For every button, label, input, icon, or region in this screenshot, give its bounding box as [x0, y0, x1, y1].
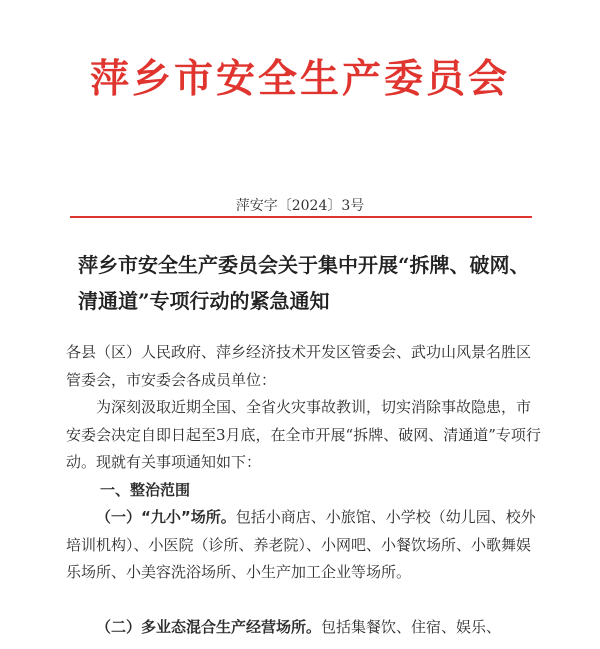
item-mixed-business-venues: [66, 614, 544, 642]
item-text: 包括小商店、小旅馆、小学校（幼儿园、校外培训机构）、小医院（诊所、养老院）、小网吧、小餐饮场所、小歌舞娱乐场所、小美容洗浴场所、小生产加工企业等场所。: [66, 508, 536, 581]
item-text: 包括集餐饮、住宿、娱乐、: [321, 618, 502, 636]
masthead-title: 萍乡市安全生产委员会: [89, 57, 510, 102]
item-heading: （二）多业态混合生产经营场所。: [96, 618, 322, 636]
red-divider-line: [70, 216, 532, 218]
item-heading: （一）“九小”场所。: [96, 508, 236, 526]
item-nine-small-venues: [66, 504, 544, 587]
section-heading-scope: 一、整治范围: [100, 481, 191, 499]
recipients-paragraph: 各县（区）人民政府、萍乡经济技术开发区管委会、武功山风景名胜区管委会，市安委会各成员单位：: [66, 343, 532, 389]
document-number: 萍安字〔2024〕3号: [235, 198, 365, 214]
notice-title: 萍乡市安全生产委员会关于集中开展“拆牌、破网、清通道”专项行动的紧急通知: [78, 253, 530, 313]
intro-paragraph: 为深刻汲取近期全国、全省火灾事故教训，切实消除事故隐患，市安委会决定自即日起至3月底，在全市开展“拆牌、破网、清通道”专项行动。现就有关事项通知如下：: [66, 398, 541, 471]
